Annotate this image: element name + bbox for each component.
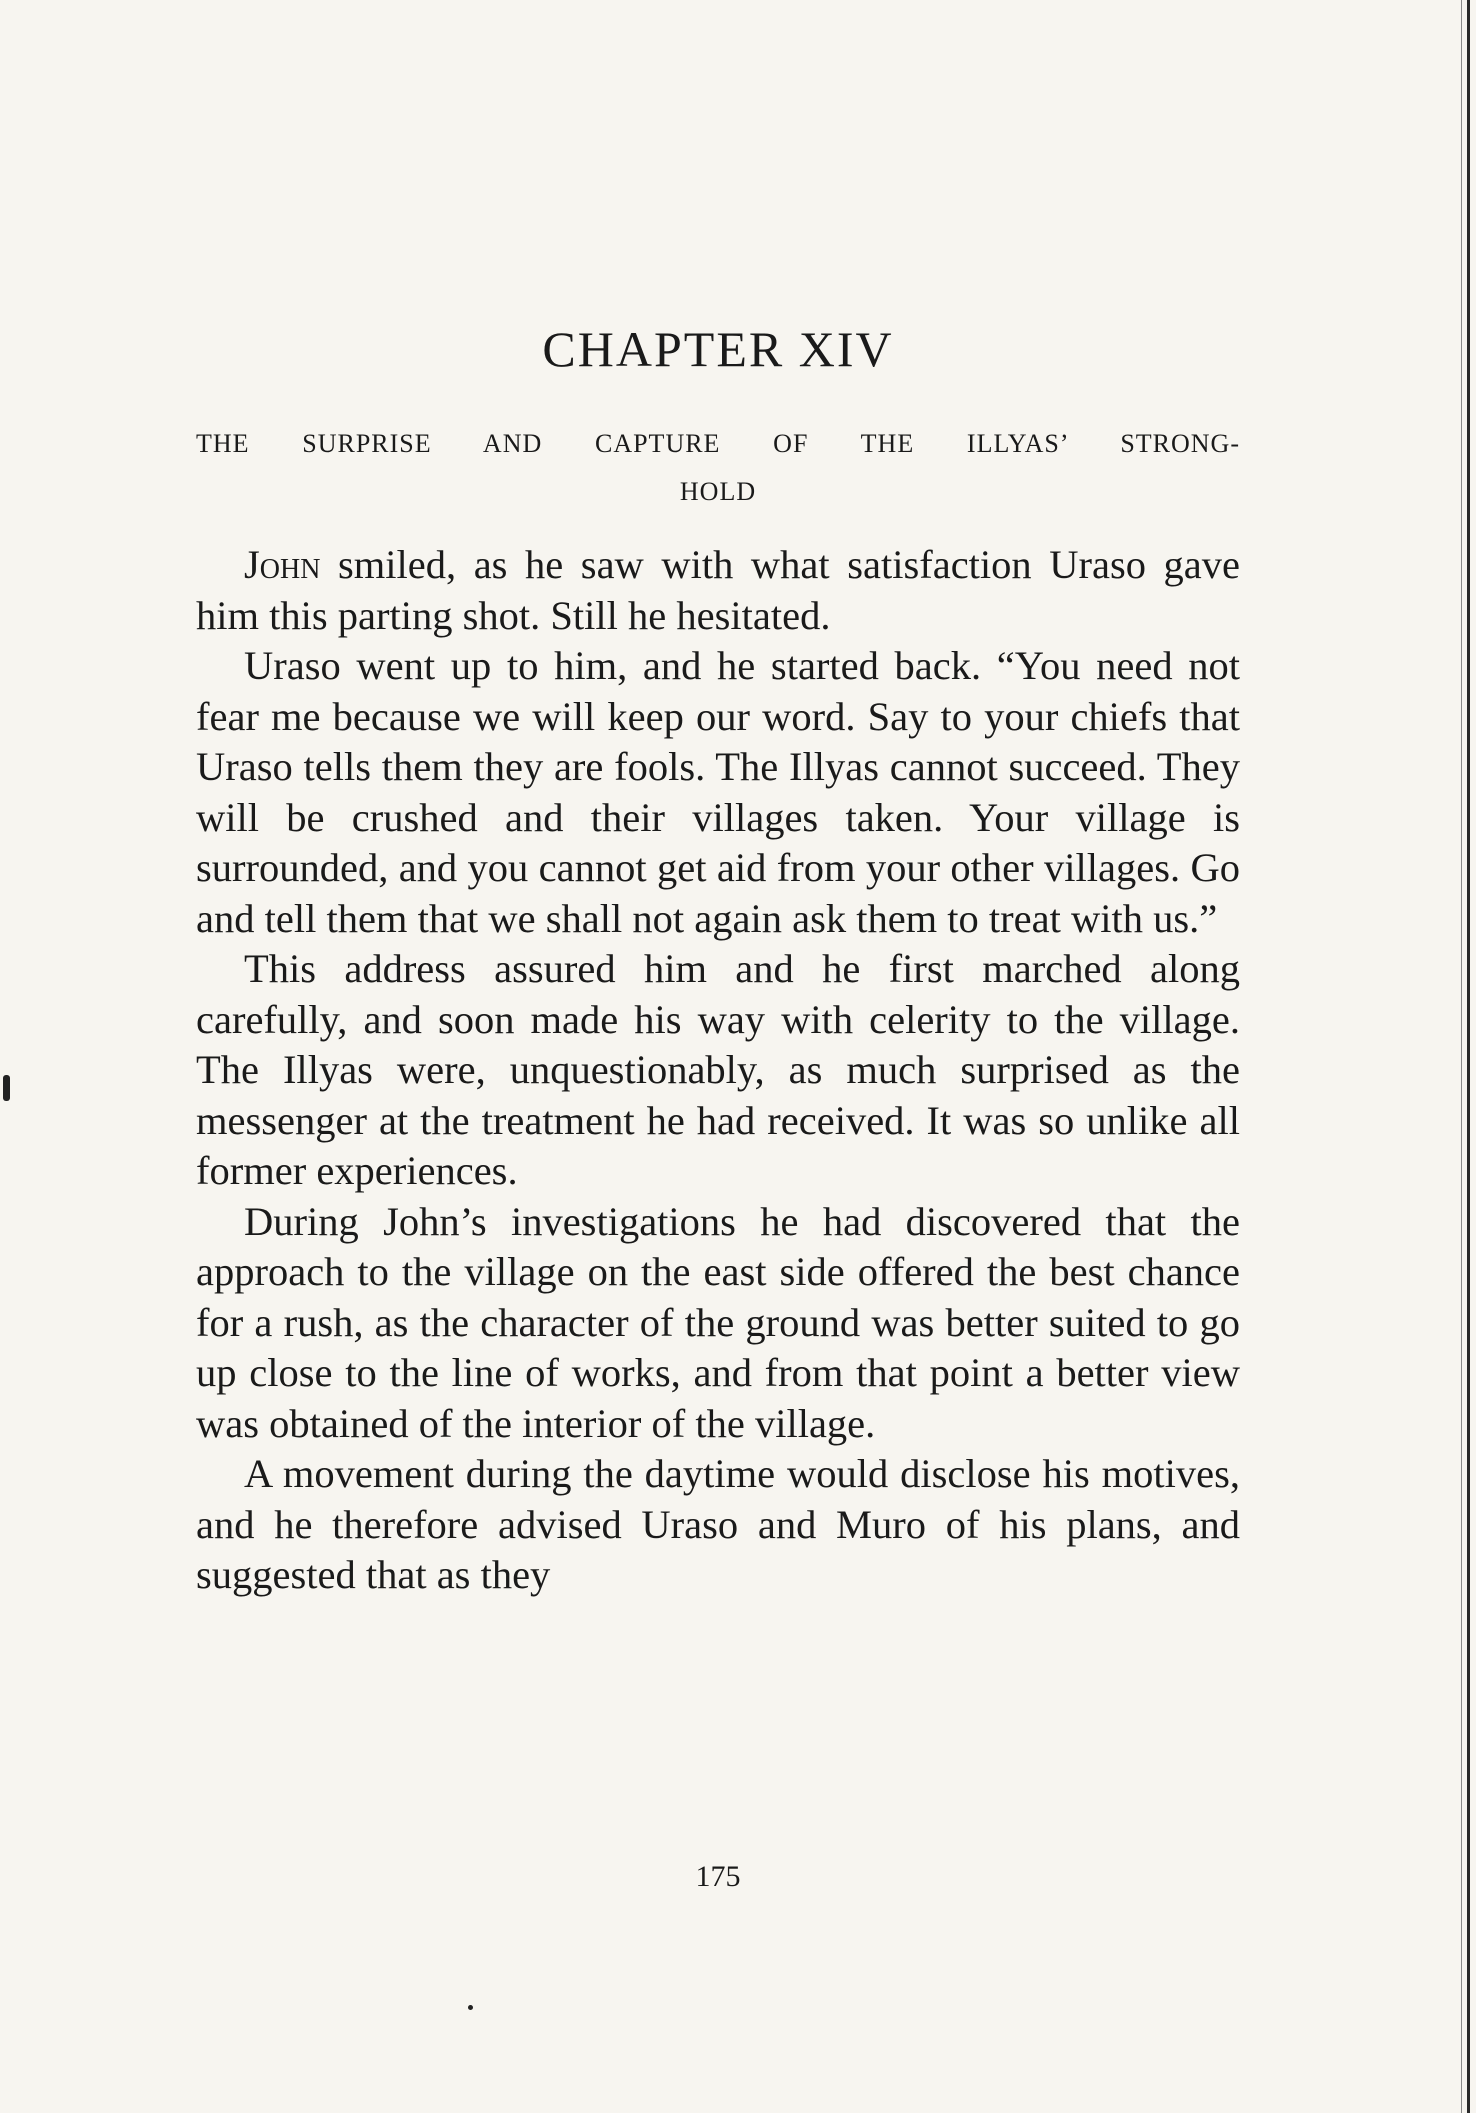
paragraph-text: A movement during the daytime would disclose his motives, and he therefore advised Uraso and Muro of his plans, and suggested that as they [196,1451,1240,1597]
paragraph-text: This address assured him and he first marched along carefully, and soon made his way with celerity to the village. The Illyas were, unquestionably, as much surprised as the messenger at the treatment he had received. It was so unlike all former experiences. [196,946,1240,1193]
paragraph-text: Uraso went up to him, and he started back. “You need not fear me because we will keep our word. Say to your chiefs that Uraso tells them they are fools. The Illyas cannot succeed. They will be crushed and their villages taken. Your village is surrounded, and you cannot get aid from your other villages. Go and tell them that we shall not again ask them to treat with us.” [196,643,1240,941]
paragraph-lead-word: John [244,542,321,587]
chapter-body [196,540,1240,1601]
paragraph-2 [196,641,1240,944]
scan-mark [3,1075,10,1101]
book-page [196,0,1240,2113]
paragraph-1 [196,540,1240,641]
chapter-subtitle [196,420,1240,516]
chapter-title: CHAPTER XIV [542,321,894,377]
scan-speck [468,2005,473,2010]
paragraph-text: smiled, as he saw with what satisfaction Uraso gave him this parting shot. Still he hesitated. [196,542,1240,638]
scan-edge-thin-line [1461,0,1462,2113]
paragraph-text: During John’s investigations he had discovered that the approach to the village on the east side offered the best chance for a rush, as the character of the ground was better suited to go up close to the line of works, and from that point a better view was obtained of the interior of the village. [196,1198,1240,1446]
page-number: 175 [695,1860,741,1893]
paragraph-4 [196,1197,1240,1450]
paragraph-5 [196,1449,1240,1601]
paragraph-3 [196,944,1240,1197]
scan-edge-line [1467,0,1470,2113]
chapter-subtitle-line-1: THE SURPRISE AND CAPTURE OF THE ILLYAS’ STRONG- [196,429,1240,458]
chapter-subtitle-line-2: HOLD [679,477,757,506]
